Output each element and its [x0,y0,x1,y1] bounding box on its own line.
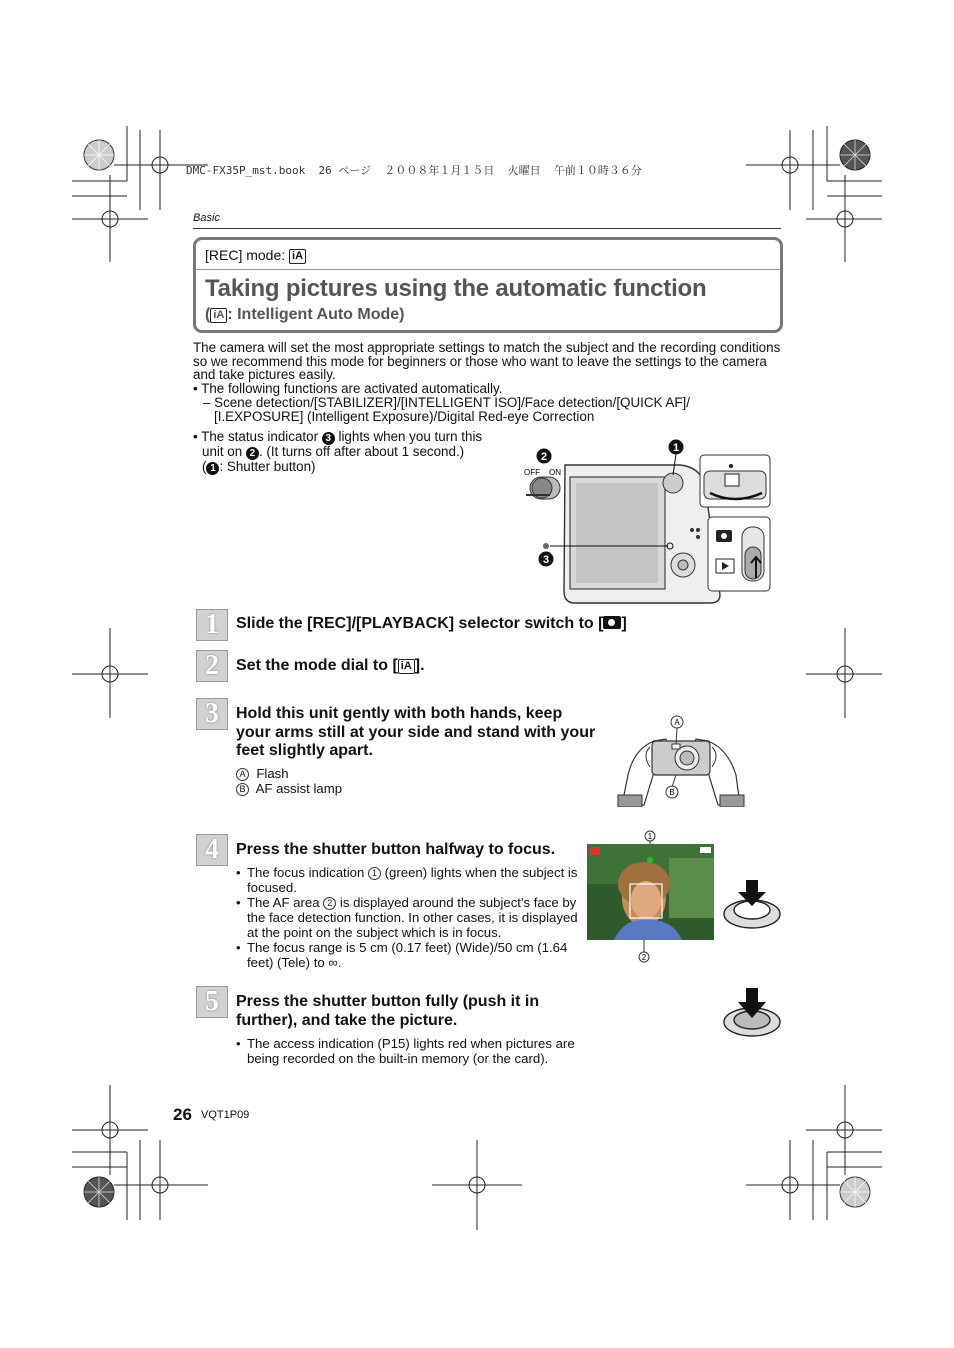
hands-holding-camera-illustration [614,715,748,807]
step-3-legend: A Flash B AF assist lamp [236,766,342,796]
camera-diagram [520,435,776,607]
callout-3-icon: 3 [322,432,335,445]
intro-bullet: • The following functions are activated automatically. [193,381,503,396]
step-4-title: Press the shutter button halfway to focus. [236,841,556,858]
intelligent-auto-icon: iA [289,249,306,264]
camera-icon [603,616,621,629]
shutter-button [663,473,683,493]
full-press-shutter-icon [720,986,784,1040]
step-1-title: Slide the [REC]/[PLAYBACK] selector switch to [ ] [236,615,627,632]
label-1: 1 [647,832,653,841]
label-a: A [674,718,680,727]
focus-screen-photo [584,828,719,966]
step-number-4: 4 [196,834,228,866]
callout-1-icon: 1 [206,462,219,475]
callout-2-icon: 2 [540,451,548,463]
page-title: Taking pictures using the automatic function [205,275,707,302]
title-divider [196,269,780,270]
header-rule [193,228,781,229]
list-item: • The AF area 2 is displayed around the subject's face by the face detection function. In other cases, it is displayed at the point on the subject which is in focus. [236,895,581,940]
step-number-2: 2 [196,650,228,682]
auto-functions-list: – Scene detection/[STABILIZER]/[INTELLIGENT ISO]/Face detection/[QUICK AF]/ [I.EXPOSURE] (Intelligent Exposure)/Digital Red-eye Correction [203,395,690,424]
section-label: Basic [193,212,220,224]
half-press-shutter-icon [720,878,784,932]
list-item: • The focus indication 1 (green) lights when the subject is focused. [236,865,581,895]
on-label: ON [549,468,561,477]
print-header: DMC-FX35P_mst.book 26 ページ ２００８年１月１５日 火曜日 午前１０時３６分 [186,164,642,177]
step-number-3: 3 [196,698,228,730]
step-4-bullets [236,865,581,970]
label-2: 2 [641,953,647,962]
step-number-1: 1 [196,609,228,641]
page-subtitle: ( iA : Intelligent Auto Mode) [205,306,405,323]
intro-paragraph: The camera will set the most appropriate settings to match the subject and the recording conditions so we recommend this mode for beginners or those who want to leave the settings to the camera and take pictures easily. [193,340,781,382]
title-box [193,237,783,333]
list-item: • The access indication (P15) lights red when pictures are being recorded on the built-in memory (or the card). [236,1036,581,1066]
step-2-title: Set the mode dial to [ iA ]. [236,657,425,674]
rec-mode-label: [REC] mode: [205,247,286,263]
intelligent-auto-icon: iA [398,659,415,674]
doc-code: VQT1P09 [201,1109,250,1121]
intelligent-auto-icon: iA [210,308,227,323]
step-5-title: Press the shutter button fully (push it in further), and take the picture. [236,993,540,1029]
callout-3-icon: 3 [542,554,550,566]
step-3-title: Hold this unit gently with both hands, keep your arms still at your side and stand with your feet slightly apart. [236,705,596,759]
rec-mode-line [205,247,306,264]
off-label: OFF [524,468,540,477]
list-item: • The focus range is 5 cm (0.17 feet) (Wide)/50 cm (1.64 feet) (Tele) to ∞. [236,940,581,970]
callout-1-icon: 1 [672,442,680,454]
label-b: B [669,788,675,797]
step-number-5: 5 [196,986,228,1018]
step-5-bullets [236,1036,581,1066]
page-number: 26 [173,1105,192,1124]
status-indicator-note: • The status indicator 3 lights when you turn this unit on 2 . (It turns off after about 1 second.) ( 1 : Shutter button) [193,429,483,474]
callout-2-icon: 2 [246,447,259,460]
